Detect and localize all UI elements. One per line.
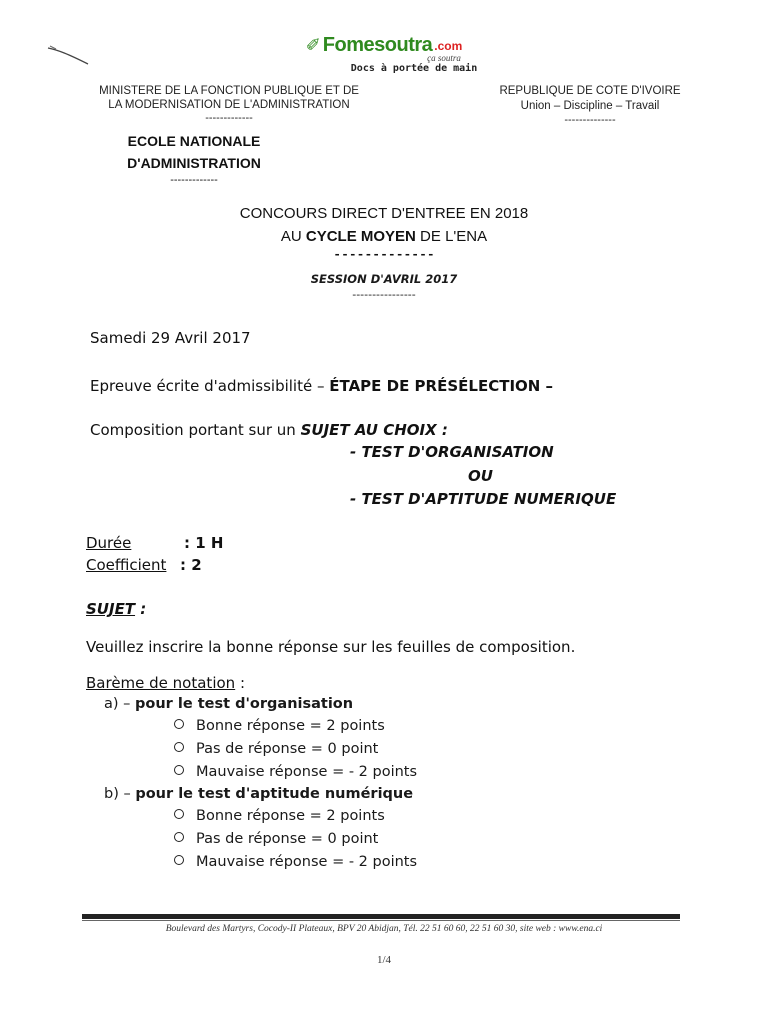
brand-logo-text: Fomesoutra (322, 34, 433, 56)
list-item (174, 764, 417, 780)
pen-stroke-icon (46, 44, 90, 66)
brand-tagline: Docs à portée de main (350, 63, 478, 74)
section-a-label: pour le test d'organisation (135, 696, 354, 712)
exam-epreuve (90, 377, 553, 395)
epreuve-pre: Epreuve écrite d'admissibilité – (90, 377, 330, 395)
list-item (174, 718, 385, 734)
list-item-text: Pas de réponse = 0 point (196, 741, 379, 757)
bareme-heading (86, 674, 245, 692)
circle-bullet-icon (174, 832, 184, 842)
section-a-prefix: a) – (104, 696, 136, 712)
ministry-line-2: LA MODERNISATION DE L'ADMINISTRATION (108, 99, 350, 111)
ministry-block (84, 84, 374, 124)
circle-bullet-icon (174, 765, 184, 775)
epreuve-stage: ÉTAPE DE PRÉSÉLECTION – (329, 377, 554, 395)
exam-composition (90, 421, 448, 439)
list-item (174, 854, 417, 870)
country-motto: Union – Discipline – Travail (520, 100, 660, 112)
ministry-separator: ------------- (205, 112, 253, 124)
republic-block (480, 84, 700, 126)
composition-pre: Composition portant sur un (90, 421, 301, 439)
leaf-icon: ✐ (305, 35, 321, 56)
option-aptitude: - TEST D'APTITUDE NUMERIQUE (350, 490, 617, 508)
bareme-section-b (104, 786, 413, 802)
option-or: OU (468, 467, 493, 485)
ministry-line-1: MINISTERE DE LA FONCTION PUBLIQUE ET DE (99, 85, 359, 97)
composition-choice: SUJET AU CHOIX : (300, 421, 448, 439)
list-item (174, 808, 385, 824)
contest-line-1: CONCOURS DIRECT D'ENTREE EN 2018 (239, 205, 529, 222)
contest-title (0, 202, 768, 262)
school-separator: ------------- (170, 174, 218, 186)
brand-slogan: ça soutra (427, 53, 461, 63)
sujet-heading (86, 600, 146, 618)
bareme-title: Barème de notation (86, 674, 236, 692)
footer-divider-thin (82, 920, 680, 921)
school-line-1: ECOLE NATIONALE (127, 133, 261, 149)
republic-separator: -------------- (564, 114, 616, 126)
list-item (174, 741, 378, 757)
bareme-colon: : (235, 674, 245, 692)
session-rule: ---------------- (352, 288, 416, 301)
sujet-colon: : (135, 600, 147, 618)
footer-address: Boulevard des Martyrs, Cocody-II Plateaux, BPV 20 Abidjan, Tél. 22 51 60 60, 22 51 60 30, site web : www.ena.ci (165, 924, 603, 934)
list-item-text: Mauvaise réponse = - 2 points (196, 764, 418, 780)
list-item-text: Bonne réponse = 2 points (196, 808, 385, 824)
brand-header (0, 34, 768, 74)
list-item-text: Mauvaise réponse = - 2 points (196, 854, 418, 870)
circle-bullet-icon (174, 719, 184, 729)
school-line-2: D'ADMINISTRATION (127, 155, 261, 171)
school-block (104, 130, 284, 186)
duration-value: : 1 H (184, 534, 224, 552)
section-b-label: pour le test d'aptitude numérique (135, 786, 414, 802)
contest-line-2-post: DE L'ENA (415, 228, 488, 245)
bareme-section-a (104, 696, 353, 712)
section-b-prefix: b) – (104, 786, 136, 802)
contest-rule: ------------- (333, 247, 435, 262)
sujet-instruction: Veuillez inscrire la bonne réponse sur les feuilles de composition. (86, 638, 576, 656)
duration-label: Durée (86, 534, 132, 552)
session-title: SESSION D'AVRIL 2017 (310, 272, 458, 286)
contest-cycle: CYCLE MOYEN (305, 228, 416, 245)
country-name: REPUBLIQUE DE COTE D'IVOIRE (499, 85, 681, 97)
footer-divider (82, 914, 680, 919)
sujet-label: SUJET (86, 600, 136, 618)
contest-line-2-pre: AU (280, 228, 306, 245)
exam-date: Samedi 29 Avril 2017 (90, 329, 251, 347)
circle-bullet-icon (174, 809, 184, 819)
list-item-text: Pas de réponse = 0 point (196, 831, 379, 847)
contest-line-2 (0, 225, 768, 248)
list-item-text: Bonne réponse = 2 points (196, 718, 385, 734)
circle-bullet-icon (174, 742, 184, 752)
brand-logo-domain: .com (434, 38, 463, 53)
option-organisation: - TEST D'ORGANISATION (350, 443, 554, 461)
coefficient-label: Coefficient (86, 556, 167, 574)
circle-bullet-icon (174, 855, 184, 865)
list-item (174, 831, 378, 847)
coefficient-value: : 2 (180, 556, 202, 574)
session-block (0, 272, 768, 302)
page-number: 1/4 (376, 954, 392, 966)
